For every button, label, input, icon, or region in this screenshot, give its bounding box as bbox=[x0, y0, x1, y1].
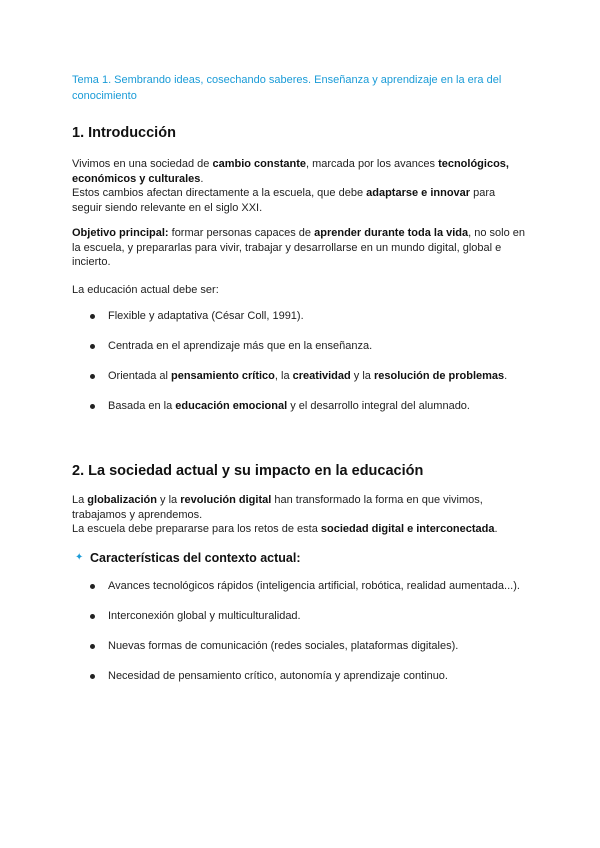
text: La escuela debe prepararse para los retos de esta bbox=[72, 523, 321, 535]
bold-text: aprender durante toda la vida bbox=[314, 227, 469, 239]
bullet-icon bbox=[90, 644, 95, 649]
list-item bbox=[72, 309, 528, 323]
text: Vivimos en una sociedad de bbox=[72, 158, 213, 170]
bullet-icon bbox=[90, 374, 95, 379]
text: y la bbox=[350, 370, 374, 382]
list-item bbox=[72, 369, 528, 383]
text: Centrada en el aprendizaje más que en la enseñanza. bbox=[108, 340, 373, 352]
bold-text: creatividad bbox=[292, 370, 351, 382]
context-traits-list bbox=[72, 579, 528, 683]
education-traits-list bbox=[72, 309, 528, 413]
bold-text: cambio constante bbox=[212, 158, 306, 170]
list-item bbox=[72, 669, 528, 683]
text: formar personas capaces de bbox=[168, 227, 315, 239]
text: Orientada al bbox=[108, 370, 171, 382]
text: Interconexión global y multiculturalidad. bbox=[108, 609, 301, 622]
bold-text: sociedad digital e interconectada bbox=[320, 523, 495, 535]
society-paragraph bbox=[72, 493, 528, 537]
four-point-star-icon: ✦ bbox=[75, 551, 84, 563]
text: , la bbox=[274, 370, 293, 382]
text: Características del contexto actual: bbox=[90, 550, 301, 565]
bold-text: adaptarse e innovar bbox=[366, 187, 471, 199]
text: para seguir siendo relevante en el siglo XXI. bbox=[72, 187, 496, 214]
text: Necesidad de pensamiento crítico, autonomía y aprendizaje continuo. bbox=[108, 669, 448, 682]
bold-text: educación emocional bbox=[175, 400, 288, 412]
list-item bbox=[72, 339, 528, 353]
subsection-title bbox=[72, 550, 528, 566]
text: Avances tecnológicos rápidos (inteligencia artificial, robótica, realidad aumentada...). bbox=[108, 579, 520, 592]
text: . bbox=[200, 172, 204, 185]
list-item bbox=[72, 399, 528, 413]
text: La bbox=[72, 494, 88, 506]
list-item bbox=[72, 639, 528, 653]
text: . bbox=[504, 370, 508, 382]
bullet-icon bbox=[90, 404, 95, 409]
section-title-sociedad-actual: 2. La sociedad actual y su impacto en la educación bbox=[72, 463, 424, 479]
bold-text: revolución digital bbox=[180, 494, 272, 506]
topic-header: Tema 1. Sembrando ideas, cosechando saberes. Enseñanza y aprendizaje en la era del conocimiento bbox=[72, 74, 502, 102]
text: , no solo en la escuela, y prepararlas para vivir, trabajar y desarrollarse en un mundo digital, global e incierto. bbox=[72, 227, 526, 268]
bold-text: tecnológicos, económicos y culturales bbox=[72, 158, 509, 185]
bullet-icon bbox=[90, 584, 95, 589]
objective-paragraph bbox=[72, 226, 528, 270]
text: . bbox=[494, 523, 498, 535]
bold-text: globalización bbox=[87, 494, 157, 506]
list-intro-paragraph: La educación actual debe ser: bbox=[72, 283, 219, 296]
text: Estos cambios afectan directamente a la escuela, que debe bbox=[72, 187, 367, 199]
text: y la bbox=[156, 494, 181, 506]
text: , marcada por los avances bbox=[305, 158, 439, 170]
list-item bbox=[72, 579, 528, 593]
section-title-introduccion: 1. Introducción bbox=[72, 125, 176, 141]
bullet-icon bbox=[90, 344, 95, 349]
list-item bbox=[72, 609, 528, 623]
bullet-icon bbox=[90, 314, 95, 319]
intro-paragraph bbox=[72, 157, 528, 215]
bullet-icon bbox=[90, 674, 95, 679]
text: Basada en la bbox=[108, 400, 176, 412]
bold-text: resolución de problemas bbox=[373, 370, 505, 382]
bold-text: pensamiento crítico bbox=[170, 370, 275, 382]
text: y el desarrollo integral del alumnado. bbox=[287, 400, 470, 412]
text: Flexible y adaptativa (César Coll, 1991). bbox=[108, 310, 304, 322]
text: han transformado la forma en que vivimos, trabajamos y aprendemos. bbox=[72, 494, 483, 521]
bullet-icon bbox=[90, 614, 95, 619]
bold-text: Objetivo principal: bbox=[72, 227, 169, 239]
text: Nuevas formas de comunicación (redes sociales, plataformas digitales). bbox=[108, 639, 459, 652]
